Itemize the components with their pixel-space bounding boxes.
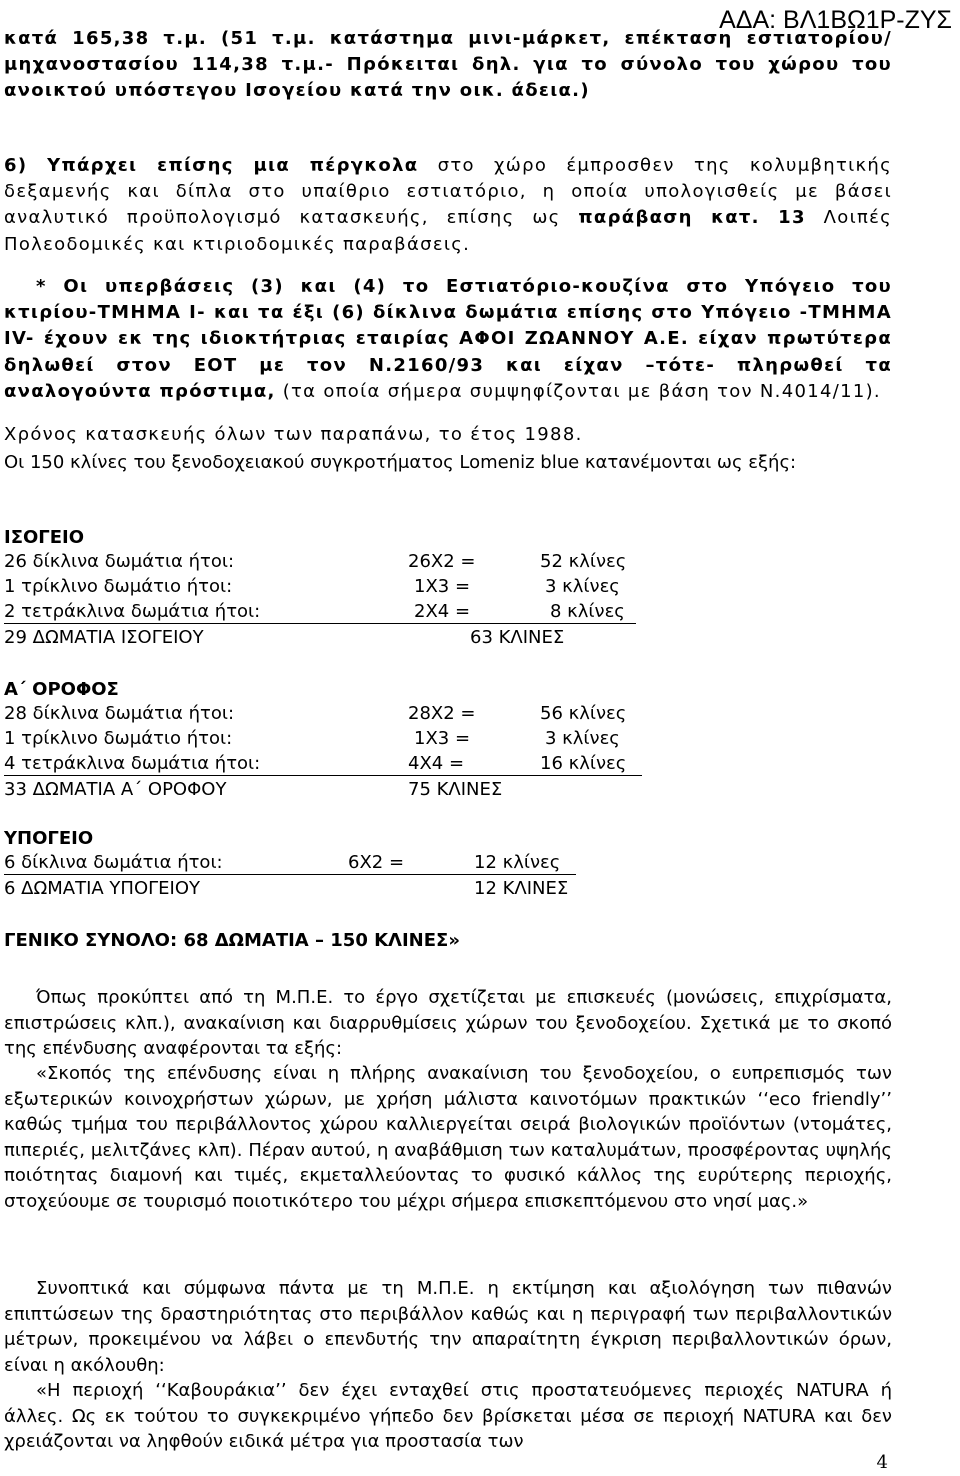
paragraph-quote-investment: «Σκοπός της επένδυσης είναι η πλήρης ανακαίνιση του ξενοδοχείου, ο ευπρεπισμός των εξωτερικών κοινοχρήστων χώρων, με χρήση μάλιστα καινοτόμων πρακτικών ‘‘eco friendly’’ καθώς τμήμα του περιβάλλοντος χώρου καλλιεργείται σειρά βιολογικών προϊόντων (ντομάτες, πιπεριές, μελιτζάνες κλπ). Πέραν αυτού, η αναβάθμιση των καταλυμάτων, προσφέροντας υψηλής ποιότητας διαμονή και τιμές, εκμεταλλεύοντας το φυσικό κάλλος της ευρύτερης περιοχής, στοχεύουμε σε τουρισμό ποιοτικότερο του μέχρι σήμερα επισκεπτόμενου στο νησί μας.» (4, 1063, 892, 1212)
first-row-1-desc: 28 δίκλινα δωμάτια ήτοι: (4, 703, 235, 724)
grand-total: ΓΕΝΙΚΟ ΣΥΝΟΛΟ: 68 ΔΩΜΑΤΙΑ – 150 ΚΛΙΝΕΣ» (4, 930, 460, 951)
basement-subtotal-rule (4, 874, 576, 875)
first-row-2-desc: 1 τρίκλινο δωμάτιο ήτοι: (4, 728, 233, 749)
ground-row-3-desc: 2 τετράκλινα δωμάτια ήτοι: (4, 601, 261, 622)
basement-row-1-calc: 6Χ2 = (348, 852, 405, 873)
first-row-3-beds: 16 κλίνες (540, 753, 627, 774)
beds-intro: Οι 150 κλίνες του ξενοδοχειακού συγκροτήματος Lomeniz blue κατανέμονται ως εξής: (4, 452, 797, 473)
ground-row-1-desc: 26 δίκλινα δωμάτια ήτοι: (4, 551, 235, 572)
paragraph-6-bold-mid: παράβαση κατ. 13 (578, 207, 806, 229)
ground-total-rooms: 29 ΔΩΜΑΤΙΑ ΙΣΟΓΕΙΟΥ (4, 627, 204, 648)
ground-row-3-beds: 8 κλίνες (550, 601, 625, 622)
first-row-1-calc: 28Χ2 = (408, 703, 476, 724)
ground-subtotal-rule (4, 623, 636, 624)
construction-year-line: Χρόνος κατασκευής όλων των παραπάνω, το έτος 1988. (4, 424, 583, 445)
ground-row-2-calc: 1Χ3 = (414, 576, 471, 597)
section-title-first-floor: Α΄ ΟΡΟΦΟΣ (4, 679, 119, 700)
paragraph-6-bold-start: 6) Υπάρχει επίσης μια πέργκολα (4, 155, 419, 176)
first-row-2-calc: 1Χ3 = (414, 728, 471, 749)
section-title-basement: ΥΠΟΓΕΙΟ (4, 828, 94, 849)
first-total-rooms: 33 ΔΩΜΑΤΙΑ Α΄ ΟΡΟΦΟΥ (4, 779, 227, 800)
paragraph-6-text1: στο χώρο έμπροσθεν της κολυμβητικής δεξαμενής και δίπλα στο υπαίθριο εστιατόριο, η οποία υπολογισθείς με βάσει αναλυτικό προϋπολογισμό κατασκευής, επίσης ως (4, 155, 893, 229)
first-subtotal-rule (4, 775, 642, 776)
first-row-1-beds: 56 κλίνες (540, 703, 627, 724)
paragraph-mpe-summary: Συνοπτικά και σύμφωνα πάντα με τη Μ.Π.Ε. η εκτίμηση και αξιολόγηση των πιθανών επιπτώσεων της δραστηριότητας στο περιβάλλον καθώς και η περιγραφή των περιβαλλοντικών μέτρων, προκειμένου να λάβει ο επενδυτής την απαραίτητη έγκριση περιβαλλοντικών όρων, είναι η ακόλουθη: (4, 1278, 892, 1376)
basement-row-1-beds: 12 κλίνες (474, 852, 561, 873)
basement-total-rooms: 6 ΔΩΜΑΤΙΑ ΥΠΟΓΕΙΟΥ (4, 878, 200, 899)
first-row-3-desc: 4 τετράκλινα δωμάτια ήτοι: (4, 753, 261, 774)
section-title-ground: ΙΣΟΓΕΙΟ (4, 527, 85, 548)
paragraph-star-note (4, 274, 892, 405)
paragraph-star-bold: * Οι υπερβάσεις (3) και (4) το Εστιατόριο-κουζίνα στο Υπόγειο του κτιρίου-ΤΜΗΜΑ Ι- και τα έξι (6) δίκλινα δωμάτια επίσης στο Υπόγειο -ΤΜΗΜΑ ΙV- έχουν εκ της ιδιοκτήτριας εταιρίας ΑΦΟΙ ΖΩΑΝΝΟΥ Α.Ε. είχαν πρωτύτερα δηλωθεί στον ΕΟΤ με τον Ν.2160/93 και είχαν –τότε- πληρωθεί τα αναλογούντα πρόστιμα, (4, 276, 892, 402)
paragraph-6-text2: Λοιπές Πολεοδομικές και κτιριοδομικές παραβάσεις. (4, 207, 892, 255)
ground-total-beds: 63 ΚΛΙΝΕΣ (470, 627, 565, 648)
paragraph-quote-natura: «Η περιοχή ‘‘Καβουράκια’’ δεν έχει ενταχθεί στις προστατευόμενες περιοχές NATURA ή άλλες. Ως εκ τούτου το συγκεκριμένο γήπεδο δεν βρίσκεται μέσα σε περιοχή NATURA και δεν χρειάζονται να ληφθούν ειδικά μέτρα για προστασία των (4, 1380, 892, 1452)
paragraph-6-pergola (4, 153, 892, 258)
document-ada-code: ΑΔΑ: ΒΛ1ΒΩ1Ρ-ΖΥΣ (719, 6, 952, 34)
paragraph-top-continuation: κατά 165,38 τ.μ. (51 τ.μ. κατάστημα μινι-μάρκετ, επέκταση εστιατορίου/μηχανοστασίου 114,38 τ.μ.- Πρόκειται δηλ. για το σύνολο του χώρου του ανοικτού υπόστεγου Ισογείου κατά την οικ. άδεια.) (4, 28, 892, 102)
ground-row-2-beds: 3 κλίνες (545, 576, 620, 597)
basement-total-beds: 12 ΚΛΙΝΕΣ (474, 878, 569, 899)
ground-row-2-desc: 1 τρίκλινο δωμάτιο ήτοι: (4, 576, 233, 597)
paragraph-mpe-repairs: Όπως προκύπτει από τη Μ.Π.Ε. το έργο σχετίζεται με επισκευές (μονώσεις, επιχρίσματα, επιστρώσεις κλπ.), ανακαίνιση και διαρρυθμίσεις χώρων του ξενοδοχείου. Σχετικά με το σκοπό της επένδυσης αναφέρονται τα εξής: (4, 987, 892, 1059)
page-number: 4 (876, 1452, 888, 1473)
paragraph-star-normal: (τα οποία σήμερα συμψηφίζονται με βάση τον Ν.4014/11). (282, 380, 881, 402)
ground-row-1-beds: 52 κλίνες (540, 551, 627, 572)
first-row-2-beds: 3 κλίνες (545, 728, 620, 749)
ground-row-1-calc: 26Χ2 = (408, 551, 476, 572)
basement-row-1-desc: 6 δίκλινα δωμάτια ήτοι: (4, 852, 223, 873)
ground-row-3-calc: 2Χ4 = (414, 601, 471, 622)
first-total-beds: 75 ΚΛΙΝΕΣ (408, 779, 503, 800)
first-row-3-calc: 4Χ4 = (408, 753, 465, 774)
